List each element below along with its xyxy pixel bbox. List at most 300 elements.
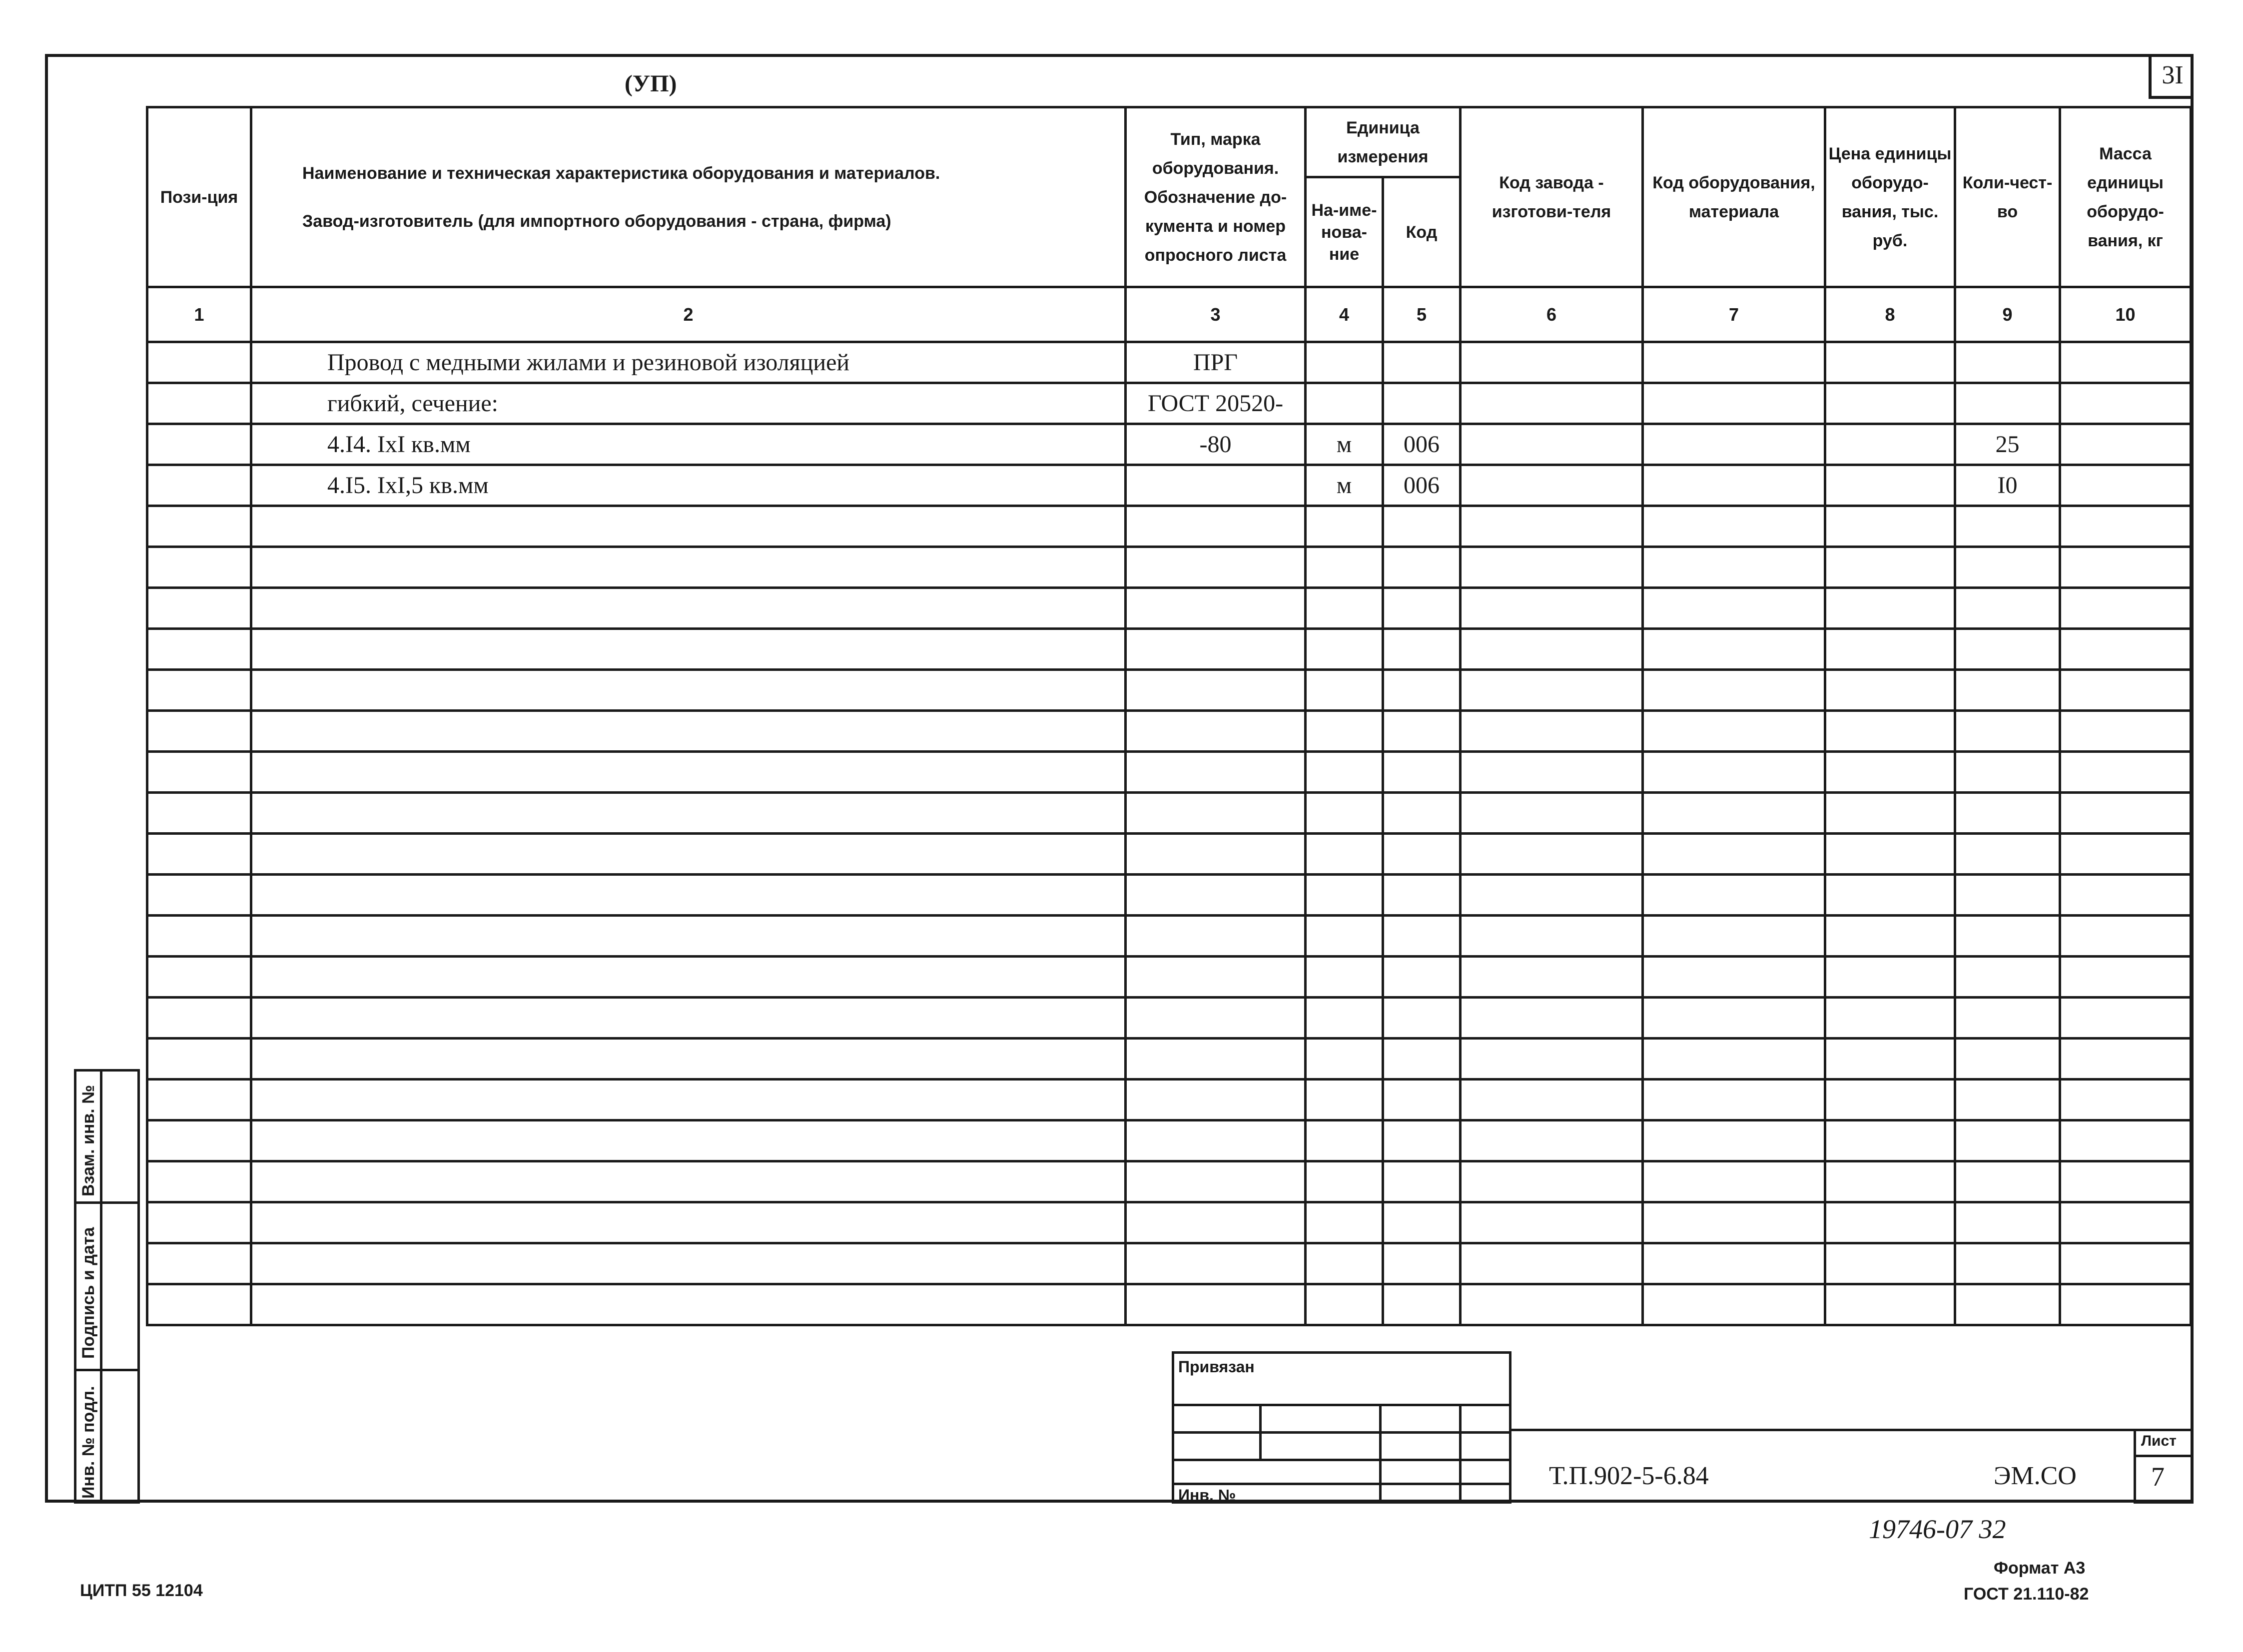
table-cell [1825, 1161, 1955, 1202]
table-cell [1306, 916, 1383, 957]
table-cell [1461, 465, 1643, 506]
section-code: ЭМ.СО [1994, 1462, 2077, 1490]
table-cell [1306, 1039, 1383, 1080]
table-cell [2060, 711, 2191, 752]
top-label: (УП) [625, 70, 677, 97]
table-cell [1955, 1284, 2060, 1325]
table-cell [147, 1120, 251, 1161]
table-cell [1126, 793, 1306, 834]
table-cell [147, 670, 251, 711]
inv-no-label: Инв. № [1178, 1486, 1236, 1504]
table-cell [2060, 547, 2191, 588]
table-row [147, 670, 2191, 711]
table-cell [251, 1039, 1126, 1080]
table-cell [2060, 342, 2191, 383]
table-cell [1955, 834, 2060, 875]
table-cell [2060, 1039, 2191, 1080]
table-cell [2060, 957, 2191, 998]
table-cell [1643, 752, 1825, 793]
table-cell [1825, 670, 1955, 711]
table-cell [1643, 1080, 1825, 1120]
table-cell [147, 752, 251, 793]
table-cell [2060, 1161, 2191, 1202]
table-cell [251, 711, 1126, 752]
table-cell [1126, 465, 1306, 506]
table-cell [1825, 424, 1955, 465]
table-cell [1306, 957, 1383, 998]
table-cell [251, 1284, 1126, 1325]
table-cell [1955, 1039, 2060, 1080]
table-cell [1461, 1039, 1643, 1080]
table-row [147, 1080, 2191, 1120]
table-cell [1643, 506, 1825, 547]
table-cell [2060, 1243, 2191, 1284]
col-number: 6 [1461, 287, 1643, 342]
table-row [147, 1284, 2191, 1325]
table-cell [2060, 506, 2191, 547]
table-cell [147, 1039, 251, 1080]
stamp-line [1459, 1404, 1462, 1504]
table-cell [1643, 588, 1825, 629]
table-cell [251, 629, 1126, 670]
table-cell [1825, 629, 1955, 670]
table-cell [1643, 1120, 1825, 1161]
table-cell [1643, 424, 1825, 465]
table-cell [1955, 916, 2060, 957]
table-cell [1955, 957, 2060, 998]
table-cell [1126, 547, 1306, 588]
table-cell [1126, 875, 1306, 916]
header-quantity: Коли-чест-во [1955, 107, 2060, 287]
table-cell [1126, 998, 1306, 1039]
table-cell [1955, 998, 2060, 1039]
table-cell [251, 547, 1126, 588]
table-cell [147, 547, 251, 588]
col-number: 4 [1306, 287, 1383, 342]
table-cell [1825, 588, 1955, 629]
col-number: 7 [1643, 287, 1825, 342]
table-cell [251, 1080, 1126, 1120]
table-cell [1825, 506, 1955, 547]
col-number: 5 [1383, 287, 1461, 342]
format-label: Формат А3 [1994, 1559, 2086, 1578]
table-cell [1643, 1202, 1825, 1243]
table-cell [2060, 752, 2191, 793]
table-cell [1461, 547, 1643, 588]
table-cell [1383, 752, 1461, 793]
table-cell [1306, 1243, 1383, 1284]
table-row [147, 465, 2191, 506]
table-cell [2060, 465, 2191, 506]
col-number: 9 [1955, 287, 2060, 342]
header-price: Цена единицы оборудо-вания, тыс. руб. [1825, 107, 1955, 287]
table-cell: -80 [1126, 424, 1306, 465]
table-cell [147, 424, 251, 465]
table-cell [1461, 793, 1643, 834]
table-cell [1306, 670, 1383, 711]
table-cell [1643, 957, 1825, 998]
table-cell [147, 465, 251, 506]
table-cell [2060, 383, 2191, 424]
table-cell [1825, 547, 1955, 588]
table-cell [2060, 424, 2191, 465]
table-cell [2060, 998, 2191, 1039]
table-cell [147, 998, 251, 1039]
table-cell [1383, 998, 1461, 1039]
header-plant-code: Код завода - изготови-теля [1461, 107, 1643, 287]
table-cell [1383, 1284, 1461, 1325]
table-cell [1461, 834, 1643, 875]
sheet-label: Лист [2141, 1433, 2177, 1449]
table-cell [1643, 998, 1825, 1039]
table-cell [1825, 1284, 1955, 1325]
table-cell [1643, 383, 1825, 424]
table-cell [1126, 1161, 1306, 1202]
table-cell [251, 998, 1126, 1039]
table-cell [2060, 793, 2191, 834]
table-cell [1461, 506, 1643, 547]
table-cell [251, 957, 1126, 998]
table-cell [1461, 1202, 1643, 1243]
table-cell [1955, 711, 2060, 752]
table-cell [1825, 383, 1955, 424]
table-row [147, 1039, 2191, 1080]
table-cell [2060, 916, 2191, 957]
table-cell [1383, 383, 1461, 424]
column-number-row [147, 287, 2191, 342]
header-material-code: Код оборудования, материала [1643, 107, 1825, 287]
table-cell [1383, 1202, 1461, 1243]
table-cell [147, 506, 251, 547]
table-cell [1825, 1202, 1955, 1243]
table-cell [1955, 1202, 2060, 1243]
table-cell [1383, 588, 1461, 629]
header-type: Тип, марка оборудования. Обозначение до-кумента и номер опросного листа [1126, 107, 1306, 287]
table-cell [147, 875, 251, 916]
table-cell [1461, 711, 1643, 752]
table-cell [1383, 506, 1461, 547]
table-cell [147, 793, 251, 834]
table-cell [1825, 1120, 1955, 1161]
table-cell: 006 [1383, 424, 1461, 465]
table-cell [1955, 670, 2060, 711]
table-cell [1643, 916, 1825, 957]
table-body [147, 342, 2191, 1325]
table-cell [147, 1080, 251, 1120]
table-cell [251, 916, 1126, 957]
table-cell [1643, 834, 1825, 875]
table-cell [1383, 1039, 1461, 1080]
table-cell [251, 670, 1126, 711]
table-cell [251, 752, 1126, 793]
table-cell [2060, 1202, 2191, 1243]
table-cell [1126, 957, 1306, 998]
table-cell [1306, 1080, 1383, 1120]
table-cell [1461, 670, 1643, 711]
table-cell [251, 506, 1126, 547]
table-row [147, 383, 2191, 424]
table-row [147, 629, 2191, 670]
table-cell [1383, 1120, 1461, 1161]
header-name [251, 107, 1126, 287]
table-cell [2060, 629, 2191, 670]
table-cell [1461, 916, 1643, 957]
table-cell [1643, 793, 1825, 834]
table-cell [147, 916, 251, 957]
table-cell [1643, 711, 1825, 752]
table-cell [251, 1161, 1126, 1202]
table-cell [147, 588, 251, 629]
table-cell [251, 1120, 1126, 1161]
table-cell [251, 1202, 1126, 1243]
table-cell [1126, 1243, 1306, 1284]
col-number: 3 [1126, 287, 1306, 342]
table-cell [1383, 1080, 1461, 1120]
table-cell [1383, 834, 1461, 875]
table-cell [1126, 506, 1306, 547]
table-cell [1461, 1161, 1643, 1202]
table-cell [1126, 588, 1306, 629]
sheet-value: 7 [2151, 1462, 2165, 1492]
table-cell [1461, 1243, 1643, 1284]
table-cell [1306, 793, 1383, 834]
table-cell: 4.I4. IxI кв.мм [251, 424, 1126, 465]
table-cell [1643, 1039, 1825, 1080]
table-cell: I0 [1955, 465, 2060, 506]
col-number: 1 [147, 287, 251, 342]
table-cell [1643, 465, 1825, 506]
table-cell [1461, 1080, 1643, 1120]
table-cell [1825, 875, 1955, 916]
table-cell [1955, 629, 2060, 670]
table-cell [1461, 342, 1643, 383]
side-label-vzam: Взам. инв. № [79, 1085, 98, 1196]
table-cell [1126, 834, 1306, 875]
table-cell [1825, 711, 1955, 752]
header-row [147, 107, 2191, 177]
table-cell: 4.I5. IxI,5 кв.мм [251, 465, 1126, 506]
table-cell [147, 711, 251, 752]
col-number: 8 [1825, 287, 1955, 342]
table-row [147, 506, 2191, 547]
side-divider [100, 1069, 102, 1504]
table-cell [1126, 1202, 1306, 1243]
table-cell [1825, 916, 1955, 957]
table-cell: 25 [1955, 424, 2060, 465]
table-cell [147, 1243, 251, 1284]
table-cell [1383, 1243, 1461, 1284]
table-cell [2060, 1284, 2191, 1325]
sheet-number: 3I [2149, 54, 2194, 99]
handwritten-number: 19746-07 32 [1869, 1514, 2006, 1544]
table-cell [2060, 834, 2191, 875]
table-cell [1461, 588, 1643, 629]
table-cell [147, 1202, 251, 1243]
table-cell [1825, 998, 1955, 1039]
table-cell [147, 342, 251, 383]
table-cell [1306, 506, 1383, 547]
table-row [147, 752, 2191, 793]
table-cell [1461, 752, 1643, 793]
table-cell [1306, 1161, 1383, 1202]
table-cell [251, 588, 1126, 629]
table-cell [1306, 875, 1383, 916]
table-cell [147, 383, 251, 424]
side-label-inv-podl: Инв. № подл. [79, 1386, 98, 1499]
table-cell [1306, 1284, 1383, 1325]
table-cell [1461, 383, 1643, 424]
table-cell [1825, 834, 1955, 875]
col-number: 10 [2060, 287, 2191, 342]
table-row [147, 424, 2191, 465]
table-cell [2060, 1120, 2191, 1161]
table-cell [2060, 670, 2191, 711]
table-cell [1955, 547, 2060, 588]
table-cell [147, 1161, 251, 1202]
table-cell [251, 793, 1126, 834]
table-cell [1126, 1080, 1306, 1120]
header-unit-code: Код [1383, 177, 1461, 287]
stamp-line [2134, 1455, 2194, 1457]
table-cell [1643, 875, 1825, 916]
table-cell [1825, 752, 1955, 793]
table-cell [251, 1243, 1126, 1284]
table-row [147, 916, 2191, 957]
table-cell [1955, 1243, 2060, 1284]
table-cell [1955, 383, 2060, 424]
table-cell: м [1306, 424, 1383, 465]
table-row [147, 342, 2191, 383]
specification-table [146, 106, 2192, 1326]
stamp-line [1509, 1429, 2194, 1431]
table-row [147, 547, 2191, 588]
table-cell [147, 957, 251, 998]
table-row [147, 998, 2191, 1039]
table-cell: м [1306, 465, 1383, 506]
table-cell: ПРГ [1126, 342, 1306, 383]
table-cell [1383, 957, 1461, 998]
table-row [147, 834, 2191, 875]
table-cell [1643, 670, 1825, 711]
header-unit-name: На-име-нова-ние [1306, 177, 1383, 287]
table-cell [1461, 957, 1643, 998]
table-cell [1643, 1243, 1825, 1284]
table-cell [1383, 793, 1461, 834]
table-cell [1306, 1120, 1383, 1161]
table-cell [1383, 342, 1461, 383]
table-cell [1306, 629, 1383, 670]
table-cell [1126, 1039, 1306, 1080]
privyazan-label: Привязан [1178, 1358, 1255, 1376]
table-cell [251, 875, 1126, 916]
table-cell [1955, 1161, 2060, 1202]
table-cell [147, 1284, 251, 1325]
footer-left-label: ЦИТП 55 12104 [80, 1581, 203, 1600]
table-cell [1306, 711, 1383, 752]
table-cell [147, 629, 251, 670]
table-cell [1461, 875, 1643, 916]
stamp-line [1259, 1404, 1262, 1459]
header-position: Пози-ция [147, 107, 251, 287]
table-cell [2060, 588, 2191, 629]
header-name-line1: Наименование и техническая характеристика оборудования и материалов. [302, 163, 940, 183]
table-cell [1461, 1120, 1643, 1161]
table-cell [1643, 1161, 1825, 1202]
header-name-line2: Завод-изготовитель (для импортного оборудования - страна, фирма) [302, 211, 891, 231]
header-mass: Масса единицы оборудо-вания, кг [2060, 107, 2191, 287]
table-row [147, 793, 2191, 834]
table-cell [1461, 998, 1643, 1039]
table-cell [1825, 793, 1955, 834]
table-row [147, 957, 2191, 998]
table-cell [1461, 424, 1643, 465]
table-cell: ГОСТ 20520- [1126, 383, 1306, 424]
table-row [147, 1202, 2191, 1243]
table-cell [1306, 752, 1383, 793]
table-row [147, 711, 2191, 752]
table-cell: 006 [1383, 465, 1461, 506]
table-row [147, 588, 2191, 629]
table-cell [1461, 1284, 1643, 1325]
table-cell [1643, 547, 1825, 588]
header-unit-group: Единица измерения [1306, 107, 1461, 177]
table-cell [1643, 342, 1825, 383]
table-cell [1306, 998, 1383, 1039]
table-cell [1955, 752, 2060, 793]
table-cell [1306, 383, 1383, 424]
col-number: 2 [251, 287, 1126, 342]
table-cell [1825, 1039, 1955, 1080]
table-cell [2060, 875, 2191, 916]
table-cell [1461, 629, 1643, 670]
gost-label: ГОСТ 21.110-82 [1964, 1585, 2089, 1604]
stamp-line [1379, 1404, 1382, 1504]
table-cell [1383, 1161, 1461, 1202]
table-cell [1825, 1080, 1955, 1120]
table-cell [1825, 1243, 1955, 1284]
table-cell [1955, 1080, 2060, 1120]
table-cell [1825, 465, 1955, 506]
table-cell: гибкий, сечение: [251, 383, 1126, 424]
table-cell [1126, 916, 1306, 957]
table-cell [1383, 629, 1461, 670]
table-cell [1955, 506, 2060, 547]
table-cell [1825, 957, 1955, 998]
table-cell [1306, 342, 1383, 383]
table-cell [1383, 547, 1461, 588]
table-row [147, 1161, 2191, 1202]
table-cell [1126, 670, 1306, 711]
table-cell [1955, 588, 2060, 629]
table-cell [1383, 875, 1461, 916]
table-cell [1126, 1120, 1306, 1161]
table-cell [1383, 916, 1461, 957]
table-cell [1825, 342, 1955, 383]
table-cell [1383, 670, 1461, 711]
table-row [147, 1120, 2191, 1161]
table-cell [147, 834, 251, 875]
table-cell [1306, 1202, 1383, 1243]
table-cell [1126, 752, 1306, 793]
table-cell [1955, 342, 2060, 383]
table-cell [251, 834, 1126, 875]
document-code: Т.П.902-5-6.84 [1549, 1462, 1709, 1490]
table-row [147, 875, 2191, 916]
table-cell: Провод с медными жилами и резиновой изоляцией [251, 342, 1126, 383]
table-cell [1306, 547, 1383, 588]
table-cell [1126, 711, 1306, 752]
table-cell [1126, 629, 1306, 670]
